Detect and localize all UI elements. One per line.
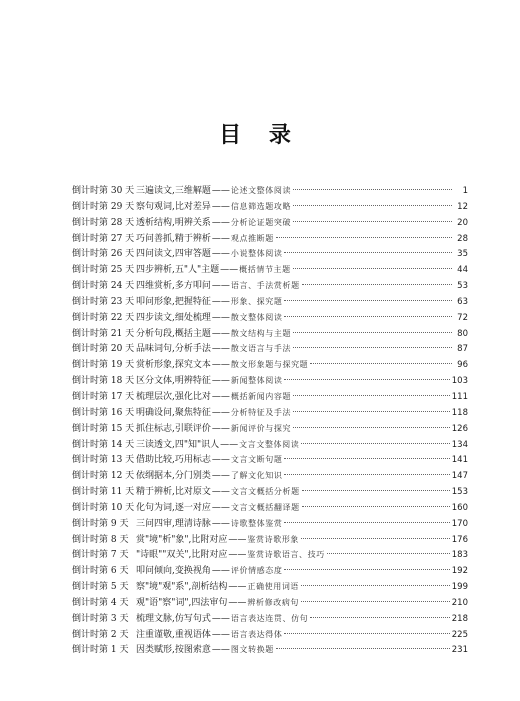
toc-entry-separator: ——: [211, 613, 230, 624]
toc-entry-subtitle: 文言文概括翻译题: [230, 502, 300, 512]
toc-entry-day: 倒计时第 1 天: [72, 645, 129, 656]
toc-entry-subtitle: 文言文断句题: [230, 455, 283, 465]
toc-entry-day: 倒计时第 17 天: [72, 391, 135, 402]
toc-entry-page-number: 126: [451, 423, 468, 434]
toc-entry-separator: ——: [211, 423, 230, 434]
toc-entry-day: 倒计时第 16 天: [72, 407, 135, 418]
toc-entry-page-number: 111: [451, 391, 468, 402]
toc-entry-subtitle: 概括情节主题: [239, 265, 291, 275]
toc-leader-dots: [284, 291, 452, 301]
toc-entry-page-number: 170: [451, 518, 468, 529]
toc-leader-dots: [284, 307, 452, 317]
toc-entry-page-number: 118: [451, 407, 468, 418]
toc-leader-dots: [284, 243, 452, 253]
toc-leader-dots: [276, 228, 452, 238]
toc-entry-page-number: 80: [457, 328, 468, 339]
toc-entry-separator: ——: [211, 186, 230, 196]
toc-entry-day: 倒计时第 22 天: [72, 312, 135, 323]
toc-entry-heading: 四步读文,细处梳理: [136, 312, 211, 323]
toc-entry-day: 倒计时第 15 天: [72, 423, 135, 434]
toc-leader-dots: [276, 639, 450, 649]
toc-entry-separator: ——: [228, 597, 247, 608]
toc-entry-subtitle: 图文转换题: [230, 645, 274, 655]
toc-entry-separator: ——: [211, 502, 230, 513]
toc-entry-separator: ——: [211, 376, 230, 387]
toc-entry-page-number: 87: [457, 344, 468, 355]
toc-entry-subtitle: 语言表达得体: [230, 629, 283, 639]
toc-entry-day: 倒计时第 12 天: [72, 471, 135, 482]
toc-entry-subtitle: 正确使用词语: [247, 582, 300, 592]
toc-entry-subtitle: 形象、探究题: [230, 296, 283, 306]
toc-entry-page-number: 44: [457, 265, 468, 276]
toc-leader-dots: [293, 338, 452, 348]
toc-leader-dots: [293, 196, 452, 206]
toc-entry-separator: ——: [228, 534, 247, 545]
toc-leader-dots: [293, 386, 450, 396]
toc-entry-heading: 赏"境"析"象",比附对应: [136, 534, 228, 545]
toc-entry-heading: 四步辨析,五"人"主题: [136, 265, 220, 276]
toc-entry-heading: 赏析形象,探究文本: [136, 360, 211, 371]
toc-leader-dots: [310, 354, 452, 364]
toc-entry-day: 倒计时第 30 天: [72, 186, 135, 196]
toc-entry-heading: 借助比较,巧用标志: [136, 455, 211, 466]
toc-entry-day: 倒计时第 9 天: [72, 518, 129, 529]
toc-entry-separator: ——: [220, 439, 239, 450]
toc-entry-subtitle: 诗歌整体鉴赏: [230, 518, 283, 528]
toc-entry-subtitle: 语言、手法赏析题: [230, 281, 300, 291]
toc-leader-dots: [310, 608, 449, 618]
toc-entry-separator: ——: [211, 471, 230, 482]
toc-entry-day: 倒计时第 5 天: [72, 582, 129, 593]
toc-entry-subtitle: 小说整体阅读: [230, 249, 283, 259]
toc-entry-page-number: 28: [457, 233, 468, 244]
toc-entry-subtitle: 散文语言与手法: [230, 344, 292, 354]
toc-entry-separator: ——: [211, 217, 230, 228]
toc-entry-page-number: 53: [457, 281, 468, 292]
toc-entry-day: 倒计时第 11 天: [72, 487, 135, 498]
toc-entry-subtitle: 文言文整体阅读: [239, 439, 300, 449]
toc-leader-dots: [293, 402, 450, 412]
toc-leader-dots: [293, 418, 450, 428]
toc-entry-heading: 精于辨析,比对原文: [136, 487, 211, 498]
toc-entry-page-number: 147: [451, 471, 468, 482]
toc-leader-dots: [293, 212, 452, 222]
toc-entry-page-number: 210: [451, 597, 468, 608]
toc-entry-page-number: 183: [451, 550, 468, 561]
toc-entry-separator: ——: [211, 391, 230, 402]
toc-entry-page-number: 231: [451, 645, 468, 656]
toc-entry-heading: 三问四审,理清诗脉: [136, 518, 211, 529]
toc-entry-subtitle: 鉴赏诗歌形象: [247, 534, 300, 544]
toc-leader-dots: [293, 180, 452, 190]
toc-leader-dots: [293, 323, 452, 333]
toc-entry-day: 倒计时第 24 天: [72, 281, 135, 292]
toc-entry-page-number: 63: [457, 296, 468, 307]
toc-entry-separator: ——: [211, 407, 230, 418]
toc-leader-dots: [284, 560, 449, 570]
toc-entry-heading: 品味词句,分析手法: [136, 344, 211, 355]
toc-entry-subtitle: 分析特征及手法: [230, 407, 292, 417]
toc-leader-dots: [284, 624, 449, 634]
toc-entry-heading: 依纲据本,分门别类: [136, 471, 211, 482]
toc-entry-separator: ——: [211, 201, 230, 212]
toc-entry-day: 倒计时第 29 天: [72, 201, 135, 212]
toc-entry-subtitle: 论述文整体阅读: [230, 186, 292, 195]
toc-entry-heading: 巧问善抓,精于辨析: [136, 233, 211, 244]
toc-entry-page-number: 103: [451, 376, 468, 387]
toc-entry-subtitle: 信息筛选题攻略: [230, 201, 292, 211]
toc-entry-separator: ——: [220, 265, 239, 276]
toc-entry-separator: ——: [211, 518, 230, 529]
toc-entry-page-number: 96: [457, 360, 468, 371]
toc-entry-page-number: 20: [457, 217, 468, 228]
toc-leader-dots: [284, 465, 449, 475]
toc-entry-subtitle: 散文形象题与探究题: [230, 360, 309, 370]
toc-leader-dots: [301, 529, 450, 539]
toc-entry-separator: ——: [211, 281, 230, 292]
toc-entry-separator: ——: [211, 455, 230, 466]
toc-entry-heading: 透析结构,明辨关系: [136, 217, 211, 228]
toc-entry-page-number: 199: [451, 582, 468, 593]
toc-entry-separator: ——: [211, 344, 230, 355]
toc-entry-page-number: 153: [451, 487, 468, 498]
toc-entry-day: 倒计时第 18 天: [72, 376, 135, 387]
toc-entry-subtitle: 辨析修改病句: [247, 597, 300, 607]
toc-entry-heading: 化句为词,逐一对应: [136, 502, 211, 513]
toc-entry-separator: ——: [211, 487, 230, 498]
toc-leader-dots: [284, 449, 449, 459]
toc-entry-heading: 梳理文脉,仿写句式: [136, 613, 211, 624]
toc-entry-day: 倒计时第 4 天: [72, 597, 129, 608]
toc-entry-day: 倒计时第 27 天: [72, 233, 135, 244]
toc-entry-subtitle: 文言文概括分析题: [230, 487, 300, 497]
toc-entry-heading: "诗眼""双关",比附对应: [136, 550, 228, 561]
toc-entry-subtitle: 评价情感态度: [230, 566, 283, 576]
toc-leader-dots: [302, 481, 450, 491]
toc-entry-subtitle: 新闻评价与探究: [230, 423, 292, 433]
toc-leader-dots: [302, 497, 450, 507]
toc-entry-day: 倒计时第 23 天: [72, 296, 135, 307]
toc-entry-heading: 梳理层次,强化比对: [136, 391, 211, 402]
toc-entry-page-number: 35: [457, 249, 468, 260]
toc-entry-separator: ——: [211, 249, 230, 260]
toc-entry-subtitle: 鉴赏诗歌语言、技巧: [247, 550, 325, 560]
toc-entry[interactable]: [72, 642, 468, 658]
toc-leader-dots: [284, 513, 449, 523]
toc-entry-heading: 注重谨敬,重视语体: [136, 629, 211, 640]
toc-entry-subtitle: 语言表达连贯、仿句: [230, 613, 309, 623]
toc-entry-day: 倒计时第 19 天: [72, 360, 135, 371]
toc-entry-separator: ——: [228, 582, 247, 593]
toc-entry-separator: ——: [228, 550, 247, 561]
toc-entry-page-number: 218: [451, 613, 468, 624]
toc-entry-heading: 四维赏析,多方叩问: [136, 281, 211, 292]
toc-entry-subtitle: 观点推断题: [230, 233, 274, 243]
toc-entry-page-number: 192: [451, 566, 468, 577]
toc-entry-heading: 察"境"观"系",剖析结构: [136, 582, 228, 593]
toc-entry-heading: 抓住标志,引联评价: [136, 423, 211, 434]
page-title: 目 录: [219, 123, 301, 148]
toc-entry-heading: 三读透文,四"知"识人: [136, 439, 220, 450]
toc-entry-heading: 分析句段,概括主题: [136, 328, 211, 339]
toc-entry-heading: 因类赋形,按图索意: [136, 645, 211, 656]
toc-entry-day: 倒计时第 6 天: [72, 566, 129, 577]
toc-entry-page-number: 141: [451, 455, 468, 466]
toc-entry-day: 倒计时第 7 天: [72, 550, 129, 561]
toc-entry-day: 倒计时第 25 天: [72, 265, 135, 276]
toc-entry-subtitle: 散文结构与主题: [230, 328, 292, 338]
toc-leader-dots: [293, 259, 452, 269]
toc-entry-day: 倒计时第 21 天: [72, 328, 135, 339]
toc-entry-subtitle: 了解文化知识: [230, 471, 283, 481]
toc-entry-separator: ——: [211, 312, 230, 323]
toc-leader-dots: [301, 434, 449, 444]
toc-entry-heading: 四问读文,四审答题: [136, 249, 211, 260]
toc-entry-page-number: 176: [451, 534, 468, 545]
toc-entry-page-number: 225: [451, 629, 468, 640]
toc-entry-heading: 区分文体,明辨特征: [136, 376, 211, 387]
toc-entry-heading: 观"语"察"词",四法审句: [136, 597, 228, 608]
toc-entry-day: 倒计时第 3 天: [72, 613, 129, 624]
toc-leader-dots: [284, 370, 449, 380]
toc-entry-separator: ——: [211, 566, 230, 577]
toc-entry-day: 倒计时第 2 天: [72, 629, 129, 640]
table-of-contents: [72, 183, 468, 658]
toc-entry-day: 倒计时第 8 天: [72, 534, 129, 545]
toc-entry-heading: 明确设问,聚焦特征: [136, 407, 211, 418]
toc-entry-subtitle: 分析论证题突破: [230, 217, 292, 227]
toc-leader-dots: [327, 544, 450, 554]
toc-leader-dots: [301, 592, 450, 602]
toc-entry-day: 倒计时第 28 天: [72, 217, 135, 228]
toc-entry-day: 倒计时第 20 天: [72, 344, 135, 355]
toc-leader-dots: [301, 576, 450, 586]
toc-entry-separator: ——: [211, 296, 230, 307]
toc-entry-heading: 叩问形象,把握特征: [136, 296, 211, 307]
toc-entry-page-number: 160: [451, 502, 468, 513]
toc-entry-separator: ——: [211, 233, 230, 244]
toc-entry-page-number: 134: [451, 439, 468, 450]
toc-entry-subtitle: 新闻整体阅读: [230, 376, 283, 386]
toc-entry-day: 倒计时第 14 天: [72, 439, 135, 450]
toc-entry-heading: 叩问倾向,变换视角: [136, 566, 211, 577]
toc-entry-heading: 三遍读文,三维解题: [136, 186, 211, 196]
toc-entry-heading: 察句观词,比对差异: [136, 201, 211, 212]
toc-entry-page-number: 12: [457, 201, 468, 212]
toc-entry-separator: ——: [211, 629, 230, 640]
toc-entry-day: 倒计时第 10 天: [72, 502, 135, 513]
toc-entry-page-number: 72: [457, 312, 468, 323]
toc-entry-subtitle: 概括新闻内容题: [230, 391, 292, 401]
toc-entry-page-number: 1: [462, 186, 468, 196]
toc-leader-dots: [302, 275, 452, 285]
toc-entry-separator: ——: [211, 360, 230, 371]
toc-entry-subtitle: 散文整体阅读: [230, 312, 283, 322]
toc-entry-separator: ——: [211, 645, 230, 656]
toc-entry-day: 倒计时第 13 天: [72, 455, 135, 466]
toc-entry-day: 倒计时第 26 天: [72, 249, 135, 260]
toc-entry-separator: ——: [211, 328, 230, 339]
